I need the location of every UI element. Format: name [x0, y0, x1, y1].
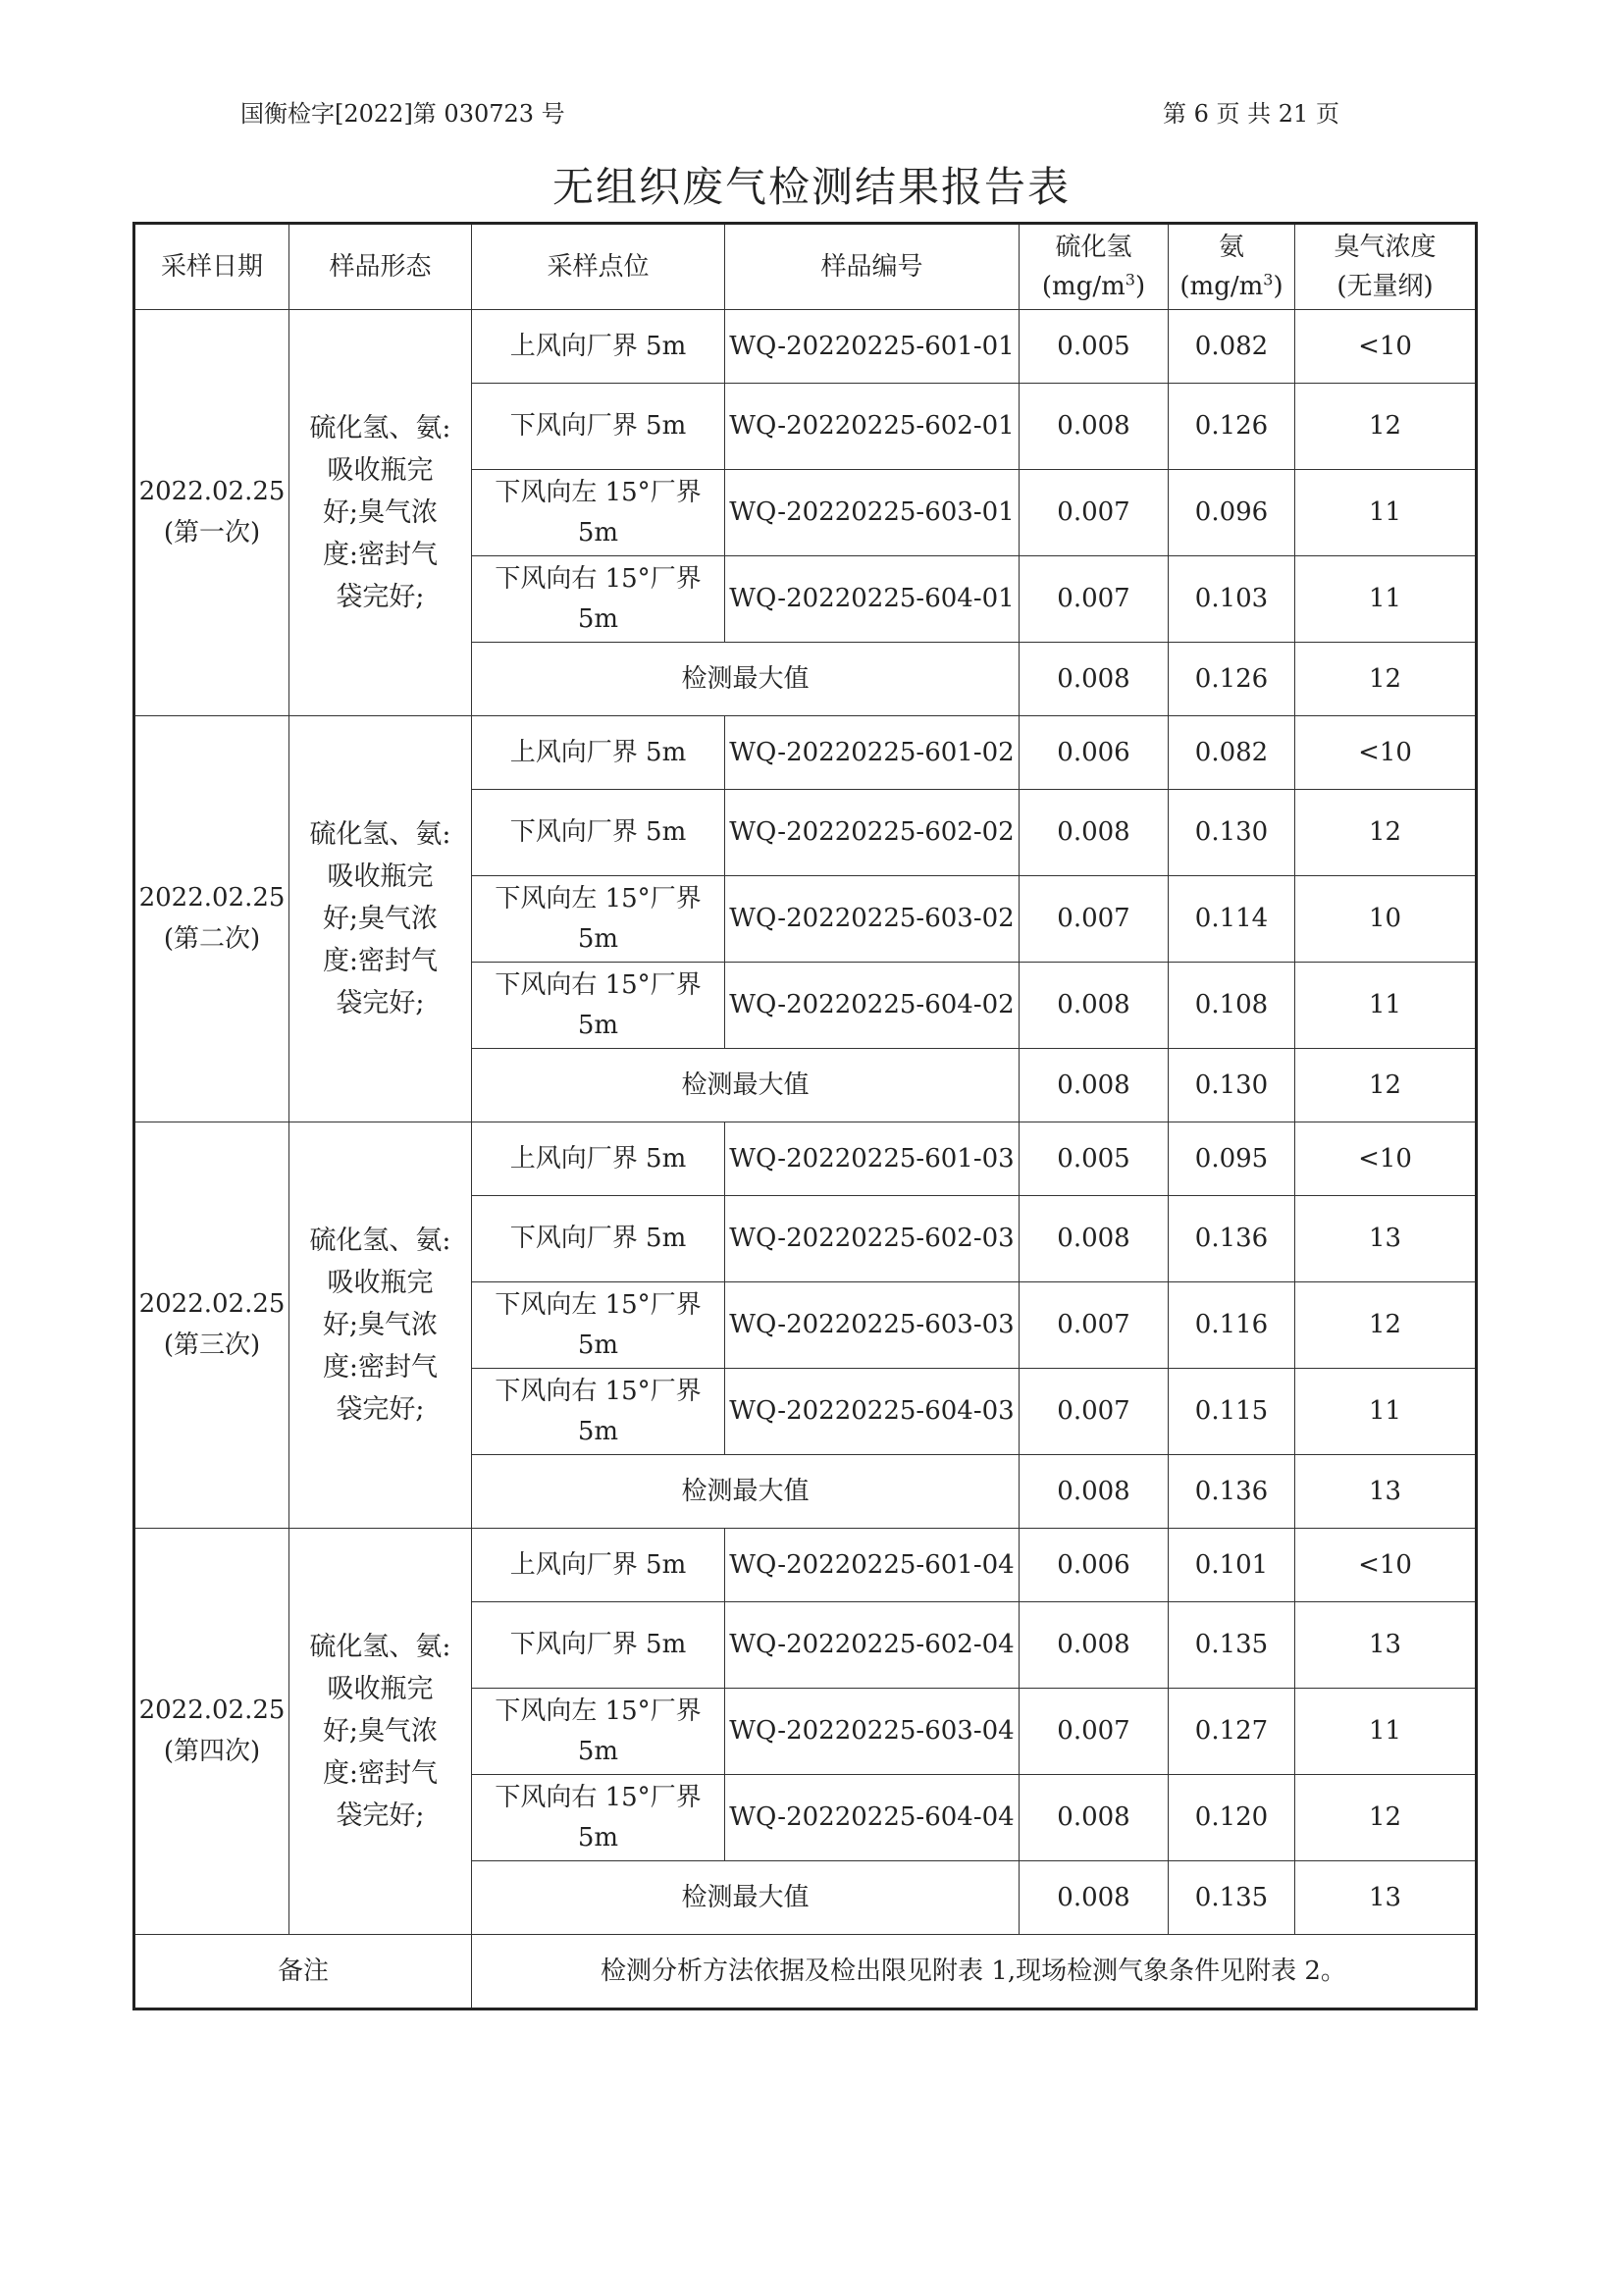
- sample-number: WQ-20220225-602-03: [725, 1196, 1020, 1282]
- h2s-value: 0.007: [1020, 876, 1169, 963]
- max-h2s: 0.008: [1020, 1455, 1169, 1529]
- h2s-value: 0.007: [1020, 1369, 1169, 1455]
- h2s-value: 0.008: [1020, 1196, 1169, 1282]
- nh3-value: 0.115: [1169, 1369, 1295, 1455]
- sampling-point: 下风向右 15°厂界 5m: [472, 963, 725, 1049]
- odor-value: 11: [1295, 1369, 1477, 1455]
- sample-form-line: 度:密封气: [322, 1758, 439, 1790]
- nh3-unit: (mg/m: [1179, 272, 1264, 301]
- col-header-point: 采样点位: [472, 224, 725, 310]
- sample-form-line: 袋完好;: [336, 1800, 425, 1832]
- sample-form-cell: [289, 716, 472, 1122]
- odor-value: 13: [1295, 1602, 1477, 1689]
- sample-number: WQ-20220225-603-02: [725, 876, 1020, 963]
- sampling-date-cell: [134, 716, 289, 1122]
- sample-form-line: 度:密封气: [322, 946, 439, 977]
- h2s-value: 0.007: [1020, 1282, 1169, 1369]
- sample-form-cell: [289, 310, 472, 716]
- sample-number: WQ-20220225-604-02: [725, 963, 1020, 1049]
- nh3-value: 0.082: [1169, 716, 1295, 790]
- odor-value: <10: [1295, 1122, 1477, 1196]
- col-header-date: 采样日期: [134, 224, 289, 310]
- sample-form-line: 袋完好;: [336, 1394, 425, 1426]
- nh3-value: 0.136: [1169, 1196, 1295, 1282]
- h2s-value: 0.008: [1020, 790, 1169, 876]
- sample-form-line: 好;臭气浓: [322, 1309, 439, 1340]
- sample-form-line: 硫化氢、氨:: [309, 412, 451, 444]
- sampling-point: 下风向左 15°厂界 5m: [472, 470, 725, 556]
- sampling-point: 上风向厂界 5m: [472, 310, 725, 384]
- col-header-form: 样品形态: [289, 224, 472, 310]
- odor-value: 11: [1295, 556, 1477, 643]
- nh3-value: 0.130: [1169, 790, 1295, 876]
- sample-form-line: 吸收瓶完: [327, 454, 434, 486]
- sample-number: WQ-20220225-601-01: [725, 310, 1020, 384]
- sampling-round: (第二次): [163, 923, 261, 954]
- odor-value: 10: [1295, 876, 1477, 963]
- sampling-point: 上风向厂界 5m: [472, 1529, 725, 1602]
- max-value-label: 检测最大值: [472, 643, 1020, 716]
- sample-number: WQ-20220225-601-02: [725, 716, 1020, 790]
- sample-number: WQ-20220225-602-02: [725, 790, 1020, 876]
- nh3-value: 0.126: [1169, 384, 1295, 470]
- sampling-date: 2022.02.25: [138, 476, 286, 506]
- h2s-value: 0.006: [1020, 1529, 1169, 1602]
- nh3-value: 0.101: [1169, 1529, 1295, 1602]
- col-header-odor: [1295, 224, 1477, 310]
- sample-form-line: 好;臭气浓: [322, 1715, 439, 1747]
- sample-form-line: 度:密封气: [322, 540, 439, 571]
- sampling-point: 上风向厂界 5m: [472, 1122, 725, 1196]
- sampling-date-cell: [134, 1529, 289, 1935]
- max-h2s: 0.008: [1020, 1861, 1169, 1935]
- sample-form-line: 好;臭气浓: [322, 496, 439, 528]
- sampling-point: 上风向厂界 5m: [472, 716, 725, 790]
- sampling-date: 2022.02.25: [138, 1288, 286, 1319]
- h2s-value: 0.008: [1020, 963, 1169, 1049]
- max-odor: 13: [1295, 1861, 1477, 1935]
- nh3-value: 0.108: [1169, 963, 1295, 1049]
- col-header-h2s: 硫化氢 $(mg/m^3)$: [1020, 224, 1169, 310]
- sample-number: WQ-20220225-604-01: [725, 556, 1020, 643]
- sample-form-line: 吸收瓶完: [327, 1267, 434, 1298]
- sample-form-line: 吸收瓶完: [327, 1673, 434, 1704]
- sampling-point: 下风向左 15°厂界 5m: [472, 876, 725, 963]
- table-row: [134, 310, 1477, 384]
- sample-number: WQ-20220225-604-04: [725, 1775, 1020, 1861]
- h2s-unit: (mg/m: [1041, 272, 1126, 301]
- col-header-nh3: 氨 $(mg/m^3)$: [1169, 224, 1295, 310]
- max-value-label: 检测最大值: [472, 1861, 1020, 1935]
- sample-form-cell: [289, 1529, 472, 1935]
- remark-text: 检测分析方法依据及检出限见附表 1,现场检测气象条件见附表 2。: [472, 1935, 1477, 2009]
- sampling-date: 2022.02.25: [138, 1695, 286, 1725]
- h2s-value: 0.005: [1020, 1122, 1169, 1196]
- page-title: 无组织废气检测结果报告表: [551, 163, 1071, 211]
- max-nh3: 0.126: [1169, 643, 1295, 716]
- sample-number: WQ-20220225-603-03: [725, 1282, 1020, 1369]
- nh3-value: 0.103: [1169, 556, 1295, 643]
- max-odor: 12: [1295, 1049, 1477, 1122]
- col-header-sample-no: 样品编号: [725, 224, 1020, 310]
- sample-form-line: 硫化氢、氨:: [309, 818, 451, 850]
- h2s-value: 0.005: [1020, 310, 1169, 384]
- odor-value: 11: [1295, 963, 1477, 1049]
- remark-row: [134, 1935, 1477, 2009]
- sampling-point: 下风向厂界 5m: [472, 1602, 725, 1689]
- nh3-value: 0.127: [1169, 1689, 1295, 1775]
- table-row: [134, 1122, 1477, 1196]
- nh3-value: 0.114: [1169, 876, 1295, 963]
- nh3-value: 0.120: [1169, 1775, 1295, 1861]
- max-h2s: 0.008: [1020, 643, 1169, 716]
- odor-value: <10: [1295, 716, 1477, 790]
- sampling-date-cell: [134, 1122, 289, 1529]
- sample-form-line: 好;臭气浓: [322, 903, 439, 934]
- max-value-label: 检测最大值: [472, 1455, 1020, 1529]
- sample-number: WQ-20220225-603-01: [725, 470, 1020, 556]
- table-row: [134, 1529, 1477, 1602]
- sampling-date: 2022.02.25: [138, 882, 286, 913]
- sampling-point: 下风向左 15°厂界 5m: [472, 1689, 725, 1775]
- h2s-value: 0.008: [1020, 1602, 1169, 1689]
- odor-value: <10: [1295, 1529, 1477, 1602]
- sample-number: WQ-20220225-604-03: [725, 1369, 1020, 1455]
- sampling-round: (第一次): [163, 517, 261, 548]
- odor-value: 12: [1295, 1282, 1477, 1369]
- h2s-value: 0.007: [1020, 1689, 1169, 1775]
- h2s-value: 0.007: [1020, 556, 1169, 643]
- sample-form-line: 吸收瓶完: [327, 861, 434, 892]
- sampling-round: (第四次): [163, 1736, 261, 1766]
- sampling-point: 下风向右 15°厂界 5m: [472, 1775, 725, 1861]
- odor-value: 11: [1295, 470, 1477, 556]
- max-h2s: 0.008: [1020, 1049, 1169, 1122]
- odor-value: 11: [1295, 1689, 1477, 1775]
- nh3-value: 0.135: [1169, 1602, 1295, 1689]
- sample-number: WQ-20220225-601-04: [725, 1529, 1020, 1602]
- max-nh3: 0.135: [1169, 1861, 1295, 1935]
- h2s-label: 硫化氢: [1055, 232, 1132, 262]
- sample-form-line: 硫化氢、氨:: [309, 1631, 451, 1662]
- sampling-point: 下风向厂界 5m: [472, 384, 725, 470]
- sample-form-line: 度:密封气: [322, 1352, 439, 1383]
- sample-number: WQ-20220225-602-04: [725, 1602, 1020, 1689]
- table-row: [134, 716, 1477, 790]
- odor-value: <10: [1295, 310, 1477, 384]
- report-number: 国衡检字[2022]第 030723 号: [240, 100, 565, 128]
- max-odor: 12: [1295, 643, 1477, 716]
- sample-form-line: 硫化氢、氨:: [309, 1225, 451, 1256]
- sampling-date-cell: [134, 310, 289, 716]
- max-value-label: 检测最大值: [472, 1049, 1020, 1122]
- results-table: [132, 222, 1478, 2010]
- odor-value: 13: [1295, 1196, 1477, 1282]
- max-nh3: 0.130: [1169, 1049, 1295, 1122]
- sampling-point: 下风向厂界 5m: [472, 790, 725, 876]
- nh3-label: 氨: [1218, 232, 1244, 262]
- h2s-value: 0.007: [1020, 470, 1169, 556]
- sample-number: WQ-20220225-601-03: [725, 1122, 1020, 1196]
- sampling-point: 下风向右 15°厂界 5m: [472, 1369, 725, 1455]
- sampling-point: 下风向右 15°厂界 5m: [472, 556, 725, 643]
- sample-form-line: 袋完好;: [336, 988, 425, 1019]
- nh3-value: 0.116: [1169, 1282, 1295, 1369]
- max-odor: 13: [1295, 1455, 1477, 1529]
- sample-form-cell: [289, 1122, 472, 1529]
- sample-number: WQ-20220225-602-01: [725, 384, 1020, 470]
- nh3-value: 0.095: [1169, 1122, 1295, 1196]
- sampling-point: 下风向左 15°厂界 5m: [472, 1282, 725, 1369]
- odor-value: 12: [1295, 790, 1477, 876]
- odor-unit: (无量纲): [1336, 272, 1434, 301]
- h2s-value: 0.008: [1020, 384, 1169, 470]
- sample-form-line: 袋完好;: [336, 582, 425, 613]
- table-header-row: [134, 224, 1477, 310]
- h2s-value: 0.006: [1020, 716, 1169, 790]
- nh3-value: 0.096: [1169, 470, 1295, 556]
- sample-number: WQ-20220225-603-04: [725, 1689, 1020, 1775]
- odor-value: 12: [1295, 384, 1477, 470]
- sampling-point: 下风向厂界 5m: [472, 1196, 725, 1282]
- odor-value: 12: [1295, 1775, 1477, 1861]
- nh3-value: 0.082: [1169, 310, 1295, 384]
- page-number: 第 6 页 共 21 页: [1163, 100, 1339, 128]
- remark-label: 备注: [134, 1935, 472, 2009]
- max-nh3: 0.136: [1169, 1455, 1295, 1529]
- odor-label: 臭气浓度: [1334, 232, 1437, 262]
- h2s-value: 0.008: [1020, 1775, 1169, 1861]
- sampling-round: (第三次): [163, 1330, 261, 1360]
